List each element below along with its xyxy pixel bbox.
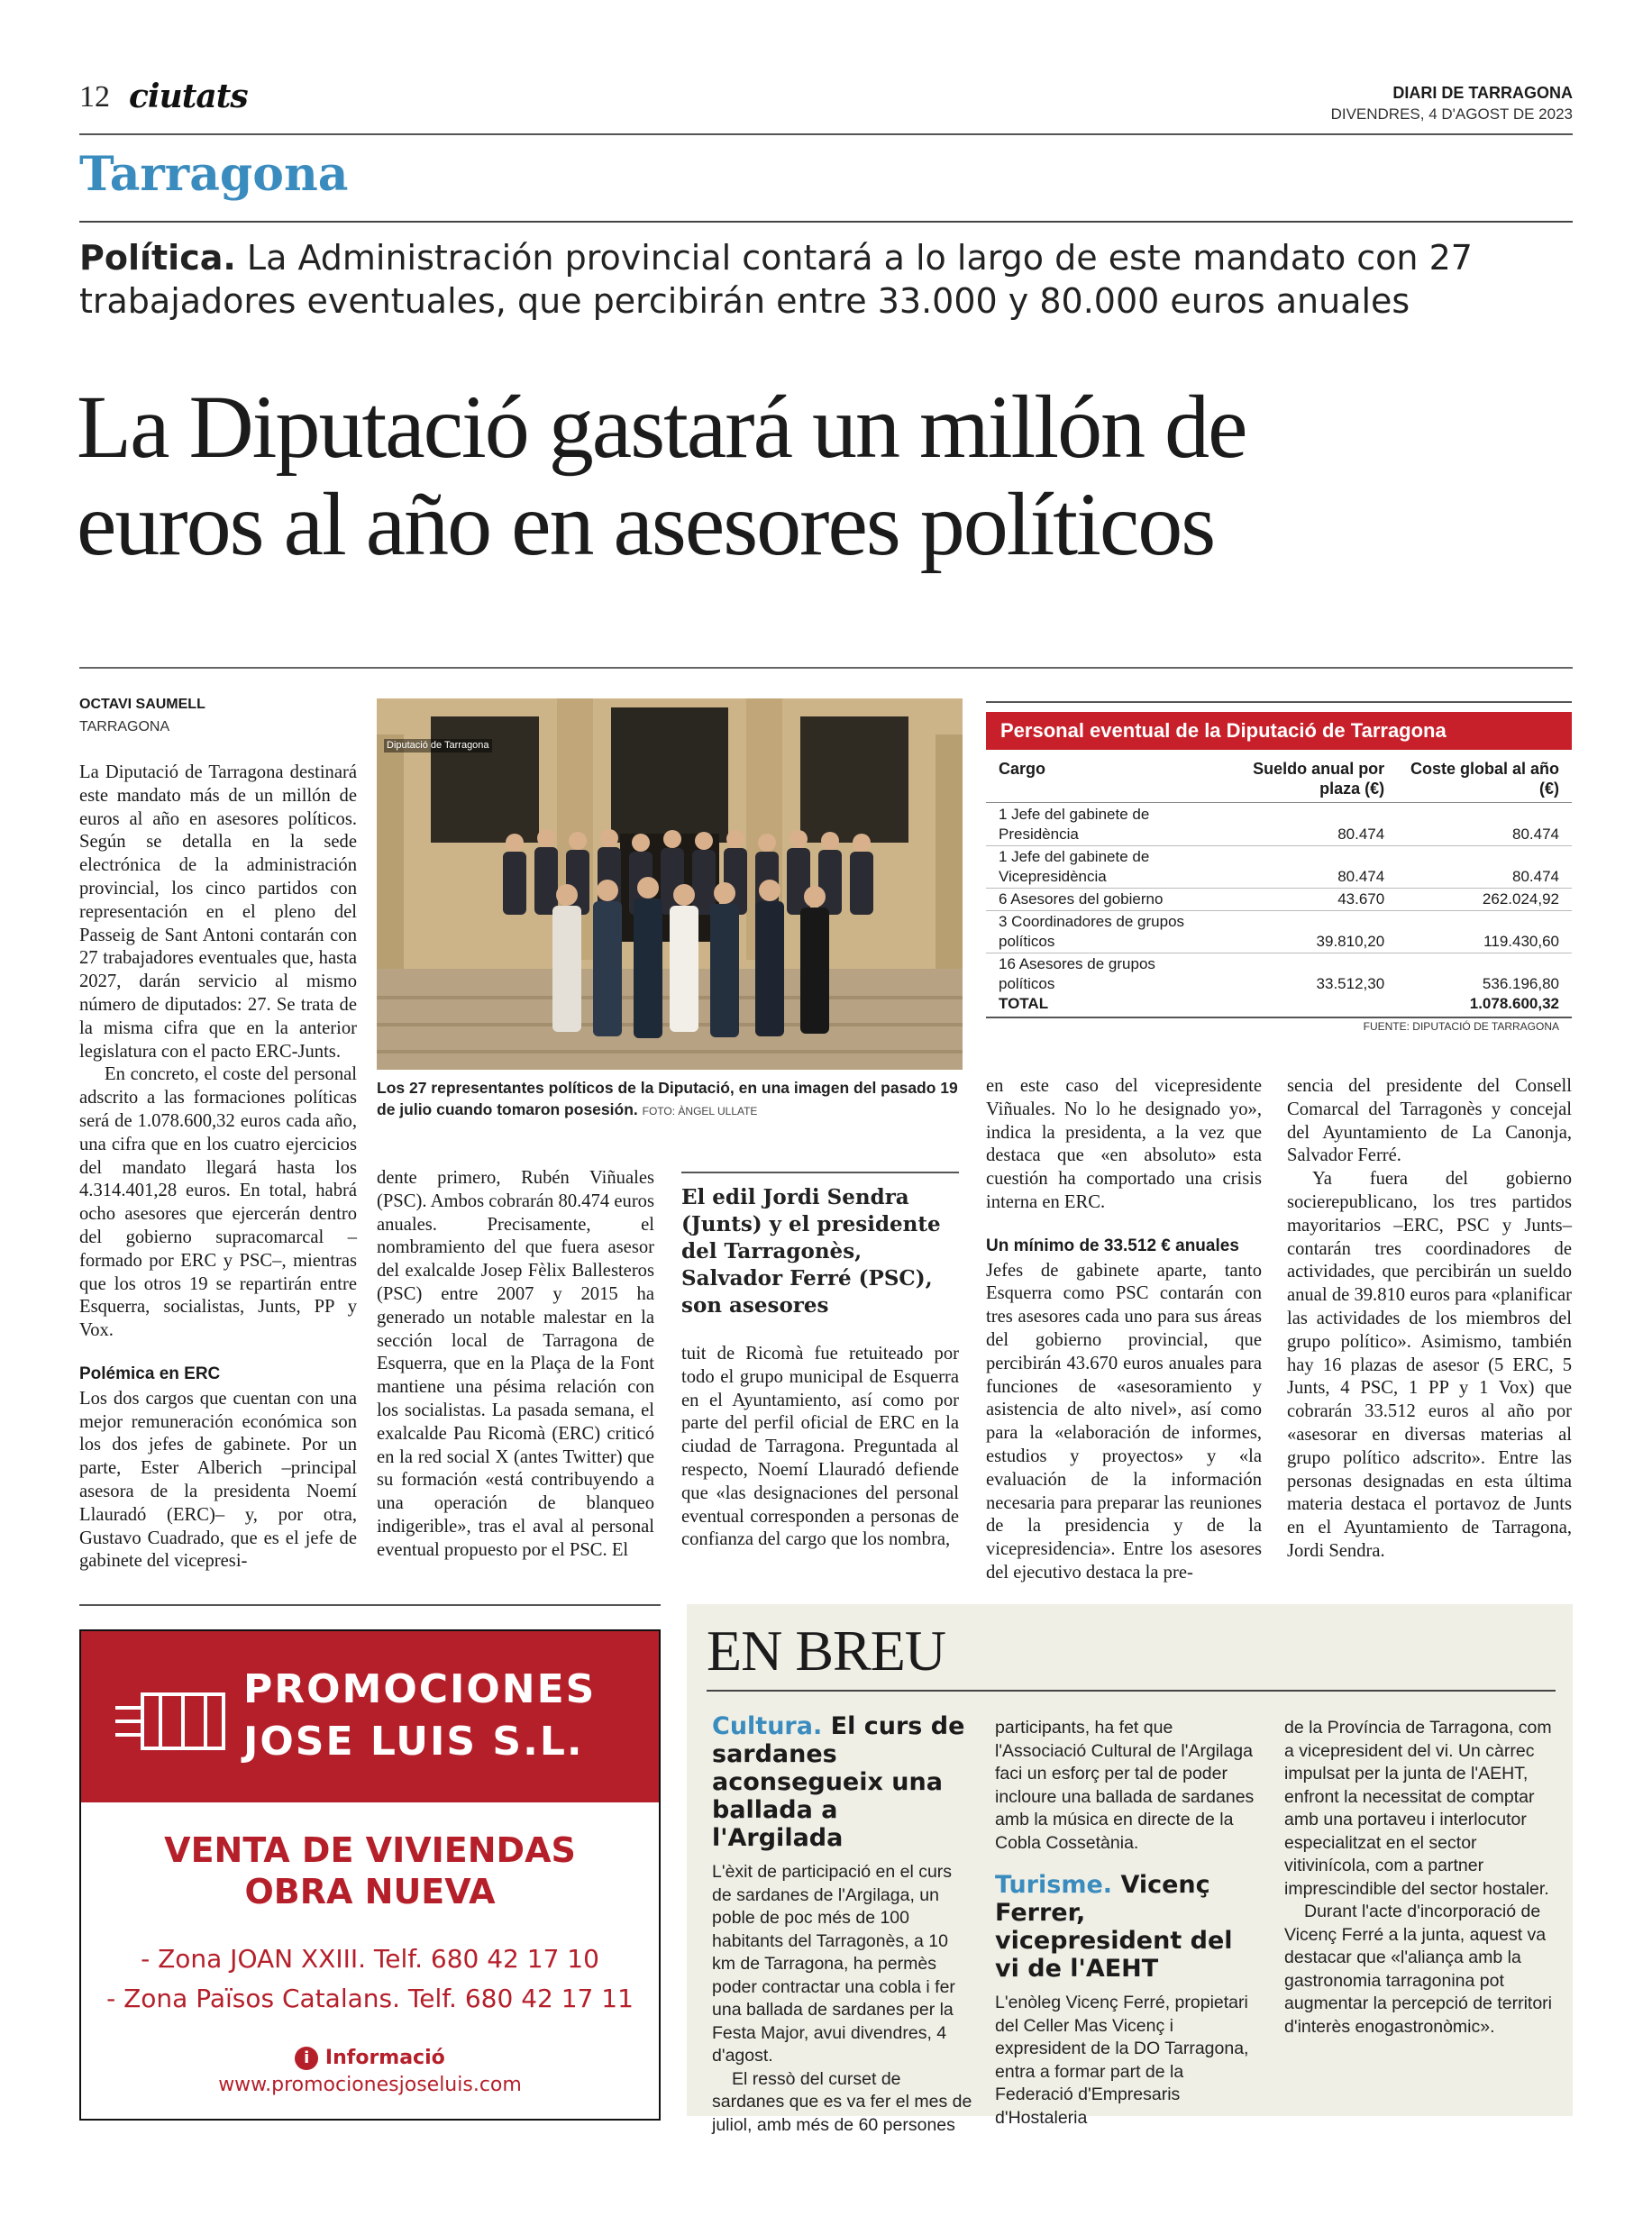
brief-cultura-headline: El curs de sardanes aconsegueix una ballada a l'Argilada	[712, 1712, 965, 1852]
table-cell-coste: 262.024,92	[1482, 890, 1559, 908]
photo-caption	[377, 1077, 963, 1122]
ad-header-band	[81, 1631, 659, 1802]
table-header-cargo: Cargo	[999, 760, 1046, 778]
brief-cultura	[712, 1712, 973, 2137]
ad-headline-1: VENTA DE VIVIENDAS	[164, 1830, 576, 1870]
table-cell-sueldo: 80.474	[1337, 868, 1385, 885]
brief-cultura-tag: Cultura.	[712, 1712, 823, 1740]
article-paragraph: Jefes de gabinete aparte, tanto Esquerra como PSC contarán con tres asesores cada uno para sus áreas del gobierno provincial, que percibirán 43.670 euros anuales para funciones de «asesoramiento y asistencia de alto nivel», así como para la «elaboración de informes, estudios y proyectos» y «la evaluación de la información necesaria para preparar las reuniones de la presidencia y de la vicepresidencia». Entre los asesores del ejecutivo destaca la pre-	[986, 1260, 1262, 1583]
brief-paragraph: L'enòleg Vicenç Ferré, propietari del Celler Mas Vicenç i expresident de la DO Tarragona, entra a formar part de la Federació d'Empresaris d'Hostaleria	[995, 1993, 1249, 2128]
article-paragraph: Los dos cargos que cuentan con una mejor remuneración económica son los dos jefes de gabinete. Por un parte, Ester Alberich –principal asesora de la presidenta Noemí Llauradó (ERC)– y, por otra, Gustavo Cuadrado, que es el jefe de gabinete del vicepresi-	[79, 1388, 357, 1572]
table-cell-cargo: 1 Jefe del gabinete de Vicepresidència	[999, 848, 1150, 885]
article-column-4	[986, 1075, 1262, 1585]
table-cell-sueldo: 80.474	[1337, 826, 1385, 843]
group-photo-illustration	[377, 698, 963, 1070]
brief-turisme-tag: Turisme.	[995, 1871, 1113, 1899]
pullquote-rule	[681, 1172, 959, 1173]
article-column-2	[377, 1167, 654, 1563]
table-cell-cargo: 3 Coordinadores de grupos políticos	[999, 913, 1185, 950]
table-cell-cargo: 6 Asesores del gobierno	[999, 890, 1164, 908]
table-body	[986, 759, 1572, 1014]
ad-info-row	[81, 2046, 659, 2071]
article-paragraph: La Diputació de Tarragona destinará este mandato más de un millón de euros al año en asesores políticos. Según se detalla en la sede electrónica de la administración provincial, los cinco partidos con representación en el pleno del Passeig de Sant Antoni contarán con 27 trabajadores eventuales que, hasta 2027, darán servicio al mismo número de diputados: 27. Se trata de la misma cifra que en la anterior legislatura con el pacto ERC-Junts.	[79, 762, 357, 1062]
section-name: ciutats	[129, 78, 248, 115]
photo-sign: Diputació de Tarragona	[384, 739, 492, 753]
table-cell-sueldo: 33.512,30	[1316, 975, 1385, 992]
city-rule	[79, 221, 1573, 223]
kicker	[79, 236, 1575, 323]
brief-col-3	[1284, 1717, 1555, 2039]
headline-rule	[79, 667, 1573, 669]
table-row	[986, 954, 1572, 994]
brief-col-2	[995, 1717, 1264, 2130]
subheading-polemica: Polémica en ERC	[79, 1364, 221, 1383]
brief-paragraph: L'èxit de participació en el curs de sardanes de l'Argilaga, un poble de poc més de 100 habitants del Tarragonès, a 10 km de Tarragona, ha permès poder contractar una cobla i fer una ballada de sardanes per la Festa Major, avui divendres, 4 d'agost.	[712, 1862, 955, 2066]
article-column-3	[681, 1343, 959, 1552]
newspaper-name: DIARI DE TARRAGONA	[1392, 84, 1573, 102]
table-row	[986, 912, 1572, 952]
staff-table	[986, 701, 1572, 1035]
group-photo	[377, 698, 963, 1070]
page-number: 12	[79, 80, 110, 114]
article-paragraph: En concreto, el coste del personal adscrito a las formaciones políticas será de 1.078.600,32 euros cada año, una cifra que en los cuatro ejercicios del mandato llegará hasta los 4.314.401,28 euros. En total, habrá ocho asesores que ejercerán dentro del gobierno supracomarcal –formado por ERC y PSC–, mientras que los otros 19 se repartirán entre Esquerra, socialistas, Junts, PP y Vox.	[79, 1064, 357, 1341]
table-cell-coste: 80.474	[1512, 868, 1559, 885]
table-row	[986, 805, 1572, 844]
issue-date: DIVENDRES, 4 D'AGOST DE 2023	[1330, 105, 1573, 123]
photo-caption-text: Los 27 representantes políticos de la Diputació, en una imagen del pasado 19 de julio cuando tomaron posesión.	[377, 1079, 958, 1118]
kicker-text: La Administración provincial contará a lo largo de este mandato con 27 trabajadores eventuales, que percibirán entre 33.000 y 80.000 euros anuales	[79, 238, 1473, 321]
table-row	[986, 889, 1572, 909]
table-header-coste: Coste global al año (€)	[1410, 760, 1559, 798]
table-top-rule	[986, 701, 1572, 703]
info-icon: i	[295, 2047, 318, 2070]
brief-turisme-title	[995, 1871, 1264, 1983]
brief-paragraph: de la Província de Tarragona, com a vicepresident del vi. Un càrrec impulsat per la junta de l'AEHT, enfront la necessitat de comptar amb una portaveu i interlocutor especialitzat en el sector vitivinícola, com a partner imprescindible del sector hostaler.	[1284, 1718, 1552, 1899]
ad-company-line-1: PROMOCIONES	[243, 1666, 597, 1712]
table-cell-sueldo: 43.670	[1337, 890, 1385, 908]
table-cell-cargo: 1 Jefe del gabinete de Presidència	[999, 806, 1150, 843]
table-cell-coste: 536.196,80	[1482, 975, 1559, 992]
headline-line-1: La Diputació gastará un millón de	[77, 377, 1246, 477]
ad-info-label: Informació	[324, 2047, 445, 2069]
brief-turisme-headline: Vicenç Ferrer, vicepresident del vi de l'AEHT	[995, 1871, 1233, 1983]
ad-zone-1: - Zona JOAN XXIII. Telf. 680 42 17 10	[141, 1944, 599, 1974]
table-header-row	[986, 759, 1572, 798]
table-total-value: 1.078.600,32	[1469, 995, 1559, 1012]
byline-place: TARRAGONA	[79, 719, 170, 734]
photo-credit: FOTO: ÀNGEL ULLATE	[642, 1105, 758, 1118]
table-cell-coste: 80.474	[1512, 826, 1559, 843]
ad-headline-2: OBRA NUEVA	[244, 1872, 496, 1911]
article-paragraph: Ya fuera del gobierno socierepublicano, los tres partidos mayoritarios –ERC, PSC y Junts– contarán tres coordinadores de actividades, que percibirán un sueldo anual de 39.810 euros para «planificar las actividades de los miembros del grupo político». Asimismo, también hay 16 plazas de asesor (5 ERC, 5 Junts, 4 PSC, 1 PP y 1 Vox) que cobrarán 33.512 euros al año por «asesorar en diversas materias al grupo político adscrito». Entre las personas designadas en esta última materia destaca el portavoz de Junts en el Ayuntamiento de Tarragona, Jordi Sendra.	[1287, 1169, 1572, 1561]
byline-author: OCTAVI SAUMELL	[79, 697, 205, 712]
brief-paragraph: Durant l'acte d'incorporació de Vicenç Ferré a la junta, aquest va destacar que «l'aliança amb la gastronomia tarragonina pot augmentar la percepció de territori d'interès enogastronòmic».	[1284, 1902, 1552, 2037]
header-rule	[79, 133, 1573, 135]
ad-box	[79, 1629, 661, 2121]
en-breu-title: EN BREU	[707, 1619, 945, 1683]
article-column-1	[79, 762, 357, 1574]
table-cell-cargo: 16 Asesores de grupos políticos	[999, 955, 1155, 992]
table-source: FUENTE: DIPUTACIÓ DE TARRAGONA	[1363, 1020, 1559, 1033]
brief-paragraph: participants, ha fet que l'Associació Cultural de l'Argilaga faci un esforç per tal de poder incloure una ballada de sardanes amb la música en directe de la Cobla Cossetània.	[995, 1718, 1255, 1853]
table-row	[986, 847, 1572, 887]
ad-top-rule	[79, 1604, 661, 1606]
kicker-label: Política.	[79, 238, 236, 278]
table-cell-coste: 119.430,60	[1483, 933, 1559, 950]
article-paragraph: en este caso del vicepresidente Viñuales. No lo he designado yo», indica la presidenta, a la vez que destaca que «en absoluto» esta cuestión ha comportado una crisis interna en ERC.	[986, 1076, 1262, 1212]
table-total-row	[986, 994, 1572, 1014]
city-heading: Tarragona	[79, 147, 349, 202]
headline	[77, 379, 1591, 573]
building-logo-icon	[106, 1667, 233, 1766]
article-paragraph: sencia del presidente del Consell Comarcal del Tarragonès y concejal del Ayuntamiento de La Canonja, Salvador Ferré.	[1287, 1076, 1572, 1166]
table-title: Personal eventual de la Diputació de Tarragona	[986, 712, 1572, 750]
table-cell-sueldo: 39.810,20	[1316, 933, 1385, 950]
brief-cultura-title	[712, 1712, 973, 1852]
headline-line-2: euros al año en asesores políticos	[77, 474, 1215, 574]
pull-quote: El edil Jordi Sendra (Junts) y el presidente del Tarragonès, Salvador Ferré (PSC), son asesores	[681, 1185, 941, 1318]
ad-website: www.promocionesjoseluis.com	[218, 2074, 522, 2096]
table-total-label: TOTAL	[999, 995, 1049, 1012]
subheading-minimo: Un mínimo de 33.512 € anuales	[986, 1236, 1239, 1255]
article-paragraph: dente primero, Rubén Viñuales (PSC). Ambos cobrarán 80.474 euros anuales. Precisamente, el nombramiento del que fuera asesor del exalcalde Josep Fèlix Ballesteros (PSC) entre 2007 y 2015 ha generado un notable malestar en la sección local de Tarragona de Esquerra, que en la Plaça de la Font mantiene una pésima relación con los socialistas. La pasada semana, el exalcalde Pau Ricomà (ERC) criticó en la red social X (antes Twitter) que su formación «está contribuyendo a una operación de blanqueo indigerible», tras el aval al personal eventual propuesto por el PSC. El	[377, 1168, 654, 1560]
article-paragraph: tuit de Ricomà fue retuiteado por todo el grupo municipal de Esquerra en el Ayuntamiento, así como por parte del perfil oficial de ERC en la ciudad de Tarragona. Preguntada al respecto, Noemí Llauradó defiende que «las designaciones del personal eventual corresponden a personas de confianza del cargo que los nombra,	[681, 1344, 959, 1550]
en-breu-rule	[707, 1690, 1556, 1692]
table-header-sueldo: Sueldo anual por plaza (€)	[1253, 760, 1385, 798]
ad-zone-2: - Zona Països Catalans. Telf. 680 42 17 11	[106, 1984, 634, 2013]
brief-paragraph: El ressò del curset de sardanes que es va fer el mes de juliol, amb més de 60 persones	[712, 2068, 972, 2135]
ad-company-line-2: JOSE LUIS S.L.	[243, 1719, 584, 1765]
article-column-5	[1287, 1075, 1572, 1564]
